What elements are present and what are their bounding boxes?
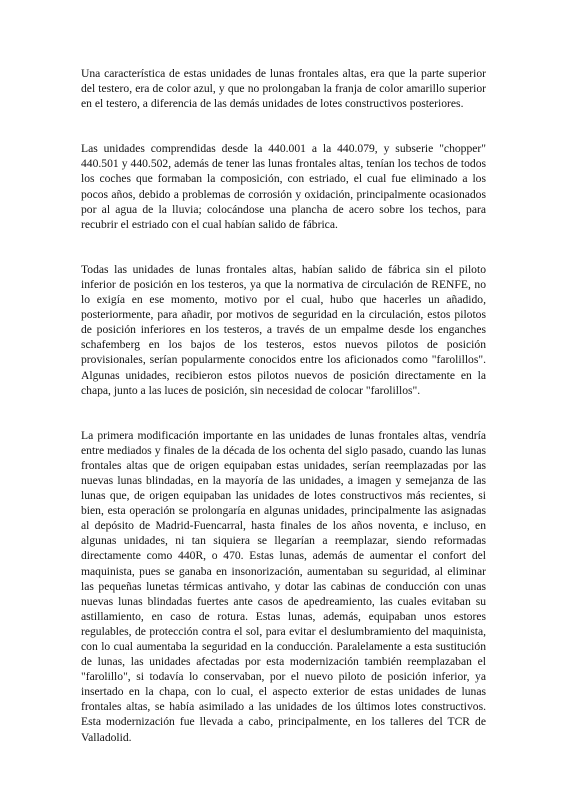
paragraph-1: Una característica de estas unidades de lunas frontales altas, era que la parte superior del testero, era de color azul, y que no prolongaban la franja de color amarillo superior en el testero, a diferencia de las demás unidades de lotes constructivos posteriores. — [81, 67, 486, 111]
paragraph-3: Todas las unidades de lunas frontales altas, habían salido de fábrica sin el piloto inferior de posición en los testeros, ya que la normativa de circulación de RENFE, no lo exigía en ese momento, motivo por el cual, hubo que hacerles un añadido, posteriormente, para añadir, por motivos de seguridad en la circulación, estos pilotos de posición inferiores en los testeros, a través de un empalme desde los enganches schafemberg en los bajos de los testeros, estos nuevos pilotos de posición provisionales, serían popularmente conocidos entre los aficionados como "farolillos". Algunas unidades, recibieron estos pilotos nuevos de posición directamente en la chapa, junto a las luces de posición, sin necesidad de colocar "farolillos". — [81, 262, 486, 397]
paragraph-2: Las unidades comprendidas desde la 440.001 a la 440.079, y subserie "chopper" 440.501 y 440.502, además de tener las lunas frontales altas, tenían los techos de todos los coches que formaban la composición, con estriado, el cual fue eliminado a los pocos años, debido a problemas de corrosión y oxidación, principalmente ocasionados por al agua de la lluvia; colocándose una plancha de acero sobre los techos, para recubrir el estriado con el cual habían salido de fábrica. — [81, 142, 486, 231]
paragraph-4: La primera modificación importante en las unidades de lunas frontales altas, vendría entre mediados y finales de la década de los ochenta del siglo pasado, cuando las lunas frontales altas que de origen equipaban estas unidades, serían reemplazadas por las nuevas lunas blindadas, en la mayoría de las unidades, a imagen y semejanza de las lunas que, de origen equipaban las unidades de lotes constructivos más recientes, si bien, esta operación se prolongaría en algunas unidades, principalmente las asignadas al depósito de Madrid-Fuencarral, hasta finales de los años noventa, e incluso, en algunas unidades, ni tan siquiera se llegarían a reemplazar, siendo reformadas directamente como 440R, o 470. Estas lunas, además de aumentar el confort del maquinista, pues se ganaba en insonorización, aumentaban su seguridad, al eliminar las pequeñas lunetas térmicas antivaho, y dotar las cabinas de conducción con unas nuevas lunas blindadas fuertes ante casos de apedreamiento, las cuales evitaban su astillamiento, en caso de rotura. Estas lunas, además, equipaban unos estores regulables, de protección contra el sol, para evitar el deslumbramiento del maquinista, con lo cual aumentaba la seguridad en la conducción. Paralelamente a esta sustitución de lunas, las unidades afectadas por esta modernización también reemplazaban el "farolillo", si todavía lo conservaban, por el nuevo piloto de posición inferior, ya insertado en la chapa, con lo cual, el aspecto exterior de estas unidades de lunas frontales altas, se había asimilado a las unidades de los últimos lotes constructivos. Esta modernización fue llevada a cabo, principalmente, en los talleres del TCR de Valladolid. — [81, 428, 486, 744]
document-page — [81, 66, 486, 745]
